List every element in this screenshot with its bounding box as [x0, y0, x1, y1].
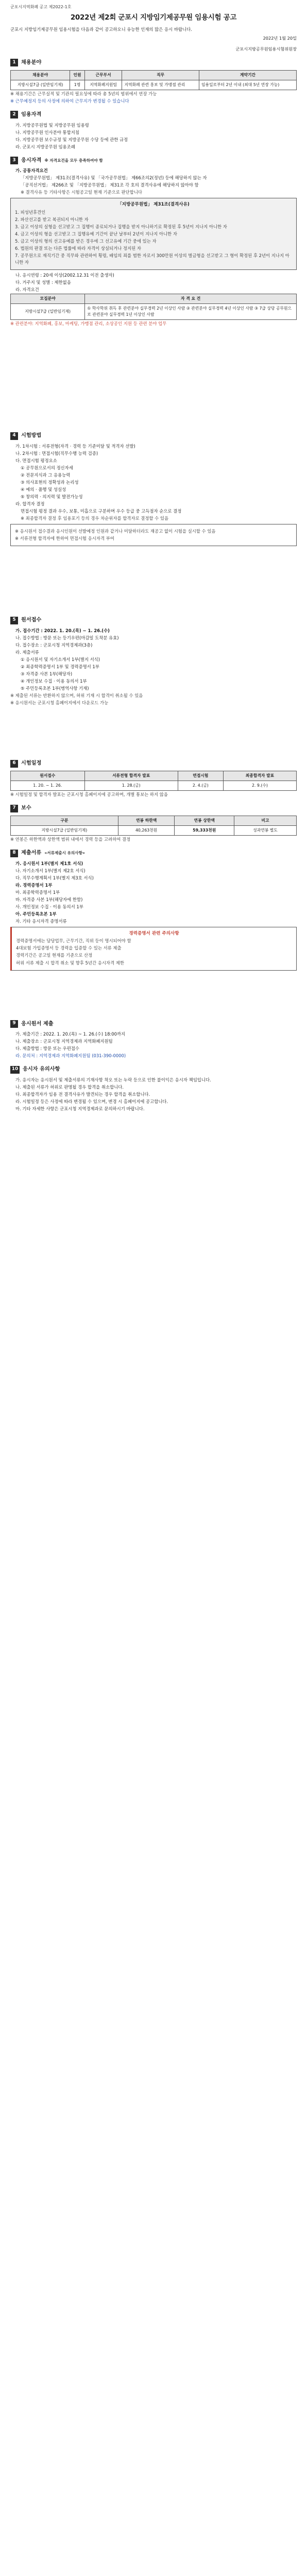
exam-notes-box: ※ 응시원서 접수결과 응시인원이 선발예정 인원과 같거나 미달하더라도 재공고 없이 시험을 실시할 수 있음 ※ 서류전형 합격자에 한하여 면접시험 응시자격 부여 [10, 524, 297, 546]
section-8-title: 8 제출서류 «서류제출시 유의사항» [10, 849, 297, 857]
table-row: 지방시설7급 (일반임기제) 40,263천원 59,333천원 성과연봉 별도 [11, 826, 297, 836]
notice-signer: 군포시지방공무원임용시험위원장 [235, 46, 297, 52]
recruitment-table: 채용분야 인원 근무부서 직무 계약기간 지방시설7급 (일반임기제) 1명 지역화폐지원팀 지역화폐 관련 홍보 및 가맹점 관리 임용일로부터 2년 이내 (최대 5년 연장 가능) [10, 70, 297, 90]
section-7-title: 7 보수 [10, 804, 297, 812]
intro-text: 군포시 지방임기제공무원 임용시험을 다음과 같이 공고하오니 유능한 인재의 많은 응시 바랍니다. [10, 27, 192, 32]
schedule-table: 원서접수 서류전형 합격자 발표 면접시험 최종합격자 발표 1. 20. ~ 1. 26. 1. 28.(금) 2. 4.(금) 2. 9.(수) [10, 771, 297, 791]
table-row: 지방시설7급 (일반임기제) ① 학사학위 취득 후 관련분야 실무경력 2년 이상인 사람 ② 관련분야 실무경력 4년 이상인 사람 ③ 7급 상당 공무원으로 관련분야 실무경력 1년 이상인 사람 [11, 304, 297, 320]
section-2-title: 2 임용자격 [10, 111, 297, 119]
section-6-title: 6 시험일정 [10, 759, 297, 768]
section-5-title: 5 원서접수 [10, 616, 297, 624]
section-10-title: 10 응시자 유의사항 [10, 1065, 297, 1074]
section-4-title: 4 시험방법 [10, 432, 297, 440]
salary-table: 구분 연봉 하한액 연봉 상한액 비고 지방시설7급 (일반임기제) 40,263천원 59,333천원 성과연봉 별도 [10, 816, 297, 836]
disqualification-box: 「지방공무원법」 제31조(결격사유) 1. 피성년후견인 2. 파산선고를 받고 복권되지 아니한 자 3. 금고 이상의 실형을 선고받고 그 집행이 종료되거나 집행을 받지 아니하기로 확정된 후 5년이 지나지 아니한 자 4. 금고 이상의 형을 선고받고 그 집행유예 기간이 끝난 날부터 2년이 지나지 아니한 자 5. 금고 이상의 형의 선고유예를 받은 경우에 그 선고유예 기간 중에 있는 자 6. 법원의 판결 또는 다른 법률에 따라 자격이 상실되거나 정지된 자 7. 공무원으로 재직기간 중 직무와 관련하여 횡령, 배임의 죄를 범한 자로서 300만원 이상의 벌금형을 선고받고 그 형이 확정된 후 2년이 지나지 아니한 자 [10, 198, 297, 269]
notice-page: 군포시지역화폐 공고 제2022-1호 2022년 제2회 군포시 지방임기제공무원 임용시험 공고 군포시 지방임기제공무원 임용시험을 다음과 같이 공고하오니 유능한 인재의 많은 응시 바랍니다. 2022년 1월 20일 군포시지방공무원임용시험위원장 1 채용분야 채용분야 인원 근무부서 직무 계약기간 지방시설7급 (일반임기제) 1명 지역화폐지원팀 지역화폐 관련 홍보 및 가맹점 관리 임용일로부터 2년 이내 (최대 5년 연장 가능) ※ 채용기간은 근무실적 및 기관의 필요성에 따라 총 5년의 범위에서 연장 가능 ※ 근무예정지 등의 사정에 의하여 근무지가 변경될 수 있습니다 2 임용자격 가. 지방공무원법 및 지방공무원 임용령 나. 지방공무원 인사분야 통합지침 다. 지방공무원 보수규정 및 지방공무원 수당 등에 관한 규정 라. 군포시 지방공무원 임용조례 3 응시자격 ※ 자격요건을 모두 충족하여야 함 가. 공통자격요건 「지방공무원법」 제31조(결격사유) 및 「국가공무원법」 제66조의2(정년) 등에 해당하지 않는 자 「공직선거법」 제266조 및 「지방공무원법」 제31조 각 호의 결격사유에 해당하지 않아야 함 ※ 결격사유 등 기타사항은 시험공고일 현재 기준으로 판단합니다 「지방공무원법」 제31조(결격사유) 1. 피성년후견인 2. 파산선고를 받고 복권되지 아니한 자 3. 금고 이상의 실형을 선고받고 그 집행이 종료되거나 집행을 받지 아니하기로 확정된 후 5년이 지나지 아니한 자 4. 금고 이상의 형을 선고받고 그 집행유예 기간이 끝난 날부터 2년이 지나지 아니한 자 5. 금고 이상의 형의 선고유예를 받은 경우에 그 선고유예 기간 중에 있는 자 6. 법원의 판결 또는 다른 법률에 따라 자격이 상실되거나 정지된 자 7. 공무원으로 재직기간 중 직무와 관련하여 횡령, 배임의 죄를 범한 자로서 300만원 이상의 벌금형을 선고받고 그 형이 확정된 후 2년이 지나지 아니한 자 나. 응시연령 : 20세 이상(2002.12.31 이전 출생자) 다. 거주지 및 성별 : 제한없음 라. 자격요건 모집분야 자 격 요 건 지방시설7급 (일반임기제) ① 학사학위 취득 후 관련분야 실무경력 2년 이상인 사람 ② 관련분야 실무경력 4년 이상인 사람 ③ 7급 상당 공무원으로 관련분야 실무경력 1년 이상인 사람 ※ 관련분야: 지역화폐, 홍보, 마케팅, 가맹점 관리, 소상공인 지원 등 관련 분야 업무 4 시험방법 가. 1차시험 : 서류전형(자격 · 경력 등 기준미달 및 적격자 선발) 나. 2차시험 : 면접시험(직무수행 능력 검증) 다. 면접시험 평정요소 ① 공무원으로서의 정신자세 ② 전문지식과 그 응용능력 ③ 의사표현의 정확성과 논리성 ④ 예의 · 품행 및 성실성 ⑤ 창의력 · 의지력 및 발전가능성 라. 합격자 결정 면접시험 평정 결과 우수, 보통, 미흡으로 구분하며 우수 등급 중 고득점자 순으로 결정 ※ 최종합격자 결정 후 임용포기 등의 경우 차순위자를 합격자로 결정할 수 있음 ※ 응시원서 접수결과 응시인원이 선발예정 인원과 같거나 미달하더라도 재공고 없이 시험을 실시할 수 있음 ※ 서류전형 합격자에 한하여 면접시험 응시자격 부여 5 원서접수 가. 접수기간 : 2022. 1. 20.(목) ~ 1. 26.(수) 나. 접수방법 : 방문 또는 등기우편(마감일 도착분 유효) 다. 접수장소 : 군포시청 지역경제과(3층) 라. 제출서류 ① 응시원서 및 자기소개서 1부(별지 서식) ② 최종학력증명서 1부 및 경력증명서 1부 ③ 자격증 사본 1부(해당자) ④ 개인정보 수집 · 이용 동의서 1부 ⑤ 주민등록초본 1부(병역사항 기재) ※ 제출된 서류는 반환하지 않으며, 허위 기재 시 합격이 취소될 수 있음 ※ 응시원서는 군포시청 홈페이지에서 다운로드 가능 6 시험일정 원서접수 서류전형 합격자 발표 면접시험 최종합격자 발표 1. 20. ~ 1. 26. 1. 28.(금) 2. 4.(금) 2. 9.(수) ※ 시험일정 및 합격자 발표는 군포시청 홈페이지에 공고하며, 개별 통보는 하지 않음 7 보수 구분 연봉 하한액 연봉 상한액 비고 지방시설7급 (일반임기제) 40,263천원 59,333천원 성과연봉 별도 ※ 연봉은 하한액과 상한액 범위 내에서 경력 등을 고려하여 결정 8 제출서류 «서류제출시 유의사항» 가. 응시원서 1부(별지 제1호 서식) 나. 자기소개서 1부(별지 제2호 서식) 다. 직무수행계획서 1부(별지 제3호 서식) 라. 경력증명서 1부 마. 최종학력증명서 1부 바. 자격증 사본 1부(해당자에 한함) 사. 개인정보 수집 · 이용 동의서 1부 아. 주민등록초본 1부 자. 기타 응시자격 증명서류 경력증명서 관련 주의사항 경력증명서에는 담당업무, 근무기간, 직위 등이 명시되어야 함 4대보험 가입증명서 등 경력을 입증할 수 있는 서류 제출 경력기간은 공고일 현재를 기준으로 산정 허위 서류 제출 시 합격 취소 및 향후 5년간 응시자격 제한 9 응시원서 제출 가. 제출기간 : 2022. 1. 20.(목) ~ 1. 26.(수) 18:00까지 나. 제출장소 : 군포시청 지역경제과 지역화폐지원팀 다. 제출방법 : 방문 또는 우편접수 라. 문의처 : 지역경제과 지역화폐지원팀 (031-390-0000) 10 응시자 유의사항 가. 응시자는 응시원서 및 제출서류의 기재사항 착오 또는 누락 등으로 인한 불이익은 응시자 책임입니다. 나. 제출된 서류가 허위로 판명될 경우 합격을 취소합니다. 다. 최종합격자가 임용 전 결격사유가 발견되는 경우 합격을 취소합니다. 라. 시험일정 등은 사정에 따라 변경될 수 있으며, 변경 시 홈페이지에 공고합니다. 마. 기타 자세한 사항은 군포시청 지역경제과로 문의하시기 바랍니다. [10, 5, 297, 1112]
table-row: 1. 20. ~ 1. 26. 1. 28.(금) 2. 4.(금) 2. 9.(수) [11, 781, 297, 791]
section-9-title: 9 응시원서 제출 [10, 1020, 297, 1028]
page-title: 2022년 제2회 군포시 지방임기제공무원 임용시험 공고 [70, 13, 237, 22]
career-caution-box: 경력증명서 관련 주의사항 경력증명서에는 담당업무, 근무기간, 직위 등이 명시되어야 함 4대보험 가입증명서 등 경력을 입증할 수 있는 서류 제출 경력기간은 공고일 현재를 기준으로 산정 허위 서류 제출 시 합격 취소 및 향후 5년간 응시자격 제한 [10, 927, 297, 970]
notice-number: 군포시지역화폐 공고 제2022-1호 [10, 5, 72, 9]
section-1-title: 1 채용분야 [10, 59, 297, 67]
section-3-title: 3 응시자격 ※ 자격요건을 모두 충족하여야 함 [10, 157, 297, 165]
notice-date: 2022년 1월 20일 [263, 36, 297, 41]
requirement-table: 모집분야 자 격 요 건 지방시설7급 (일반임기제) ① 학사학위 취득 후 관련분야 실무경력 2년 이상인 사람 ② 관련분야 실무경력 4년 이상인 사람 ③ 7급 상당 공무원으로 관련분야 실무경력 1년 이상인 사람 [10, 294, 297, 320]
table-row: 지방시설7급 (일반임기제) 1명 지역화폐지원팀 지역화폐 관련 홍보 및 가맹점 관리 임용일로부터 2년 이내 (최대 5년 연장 가능) [11, 80, 297, 90]
